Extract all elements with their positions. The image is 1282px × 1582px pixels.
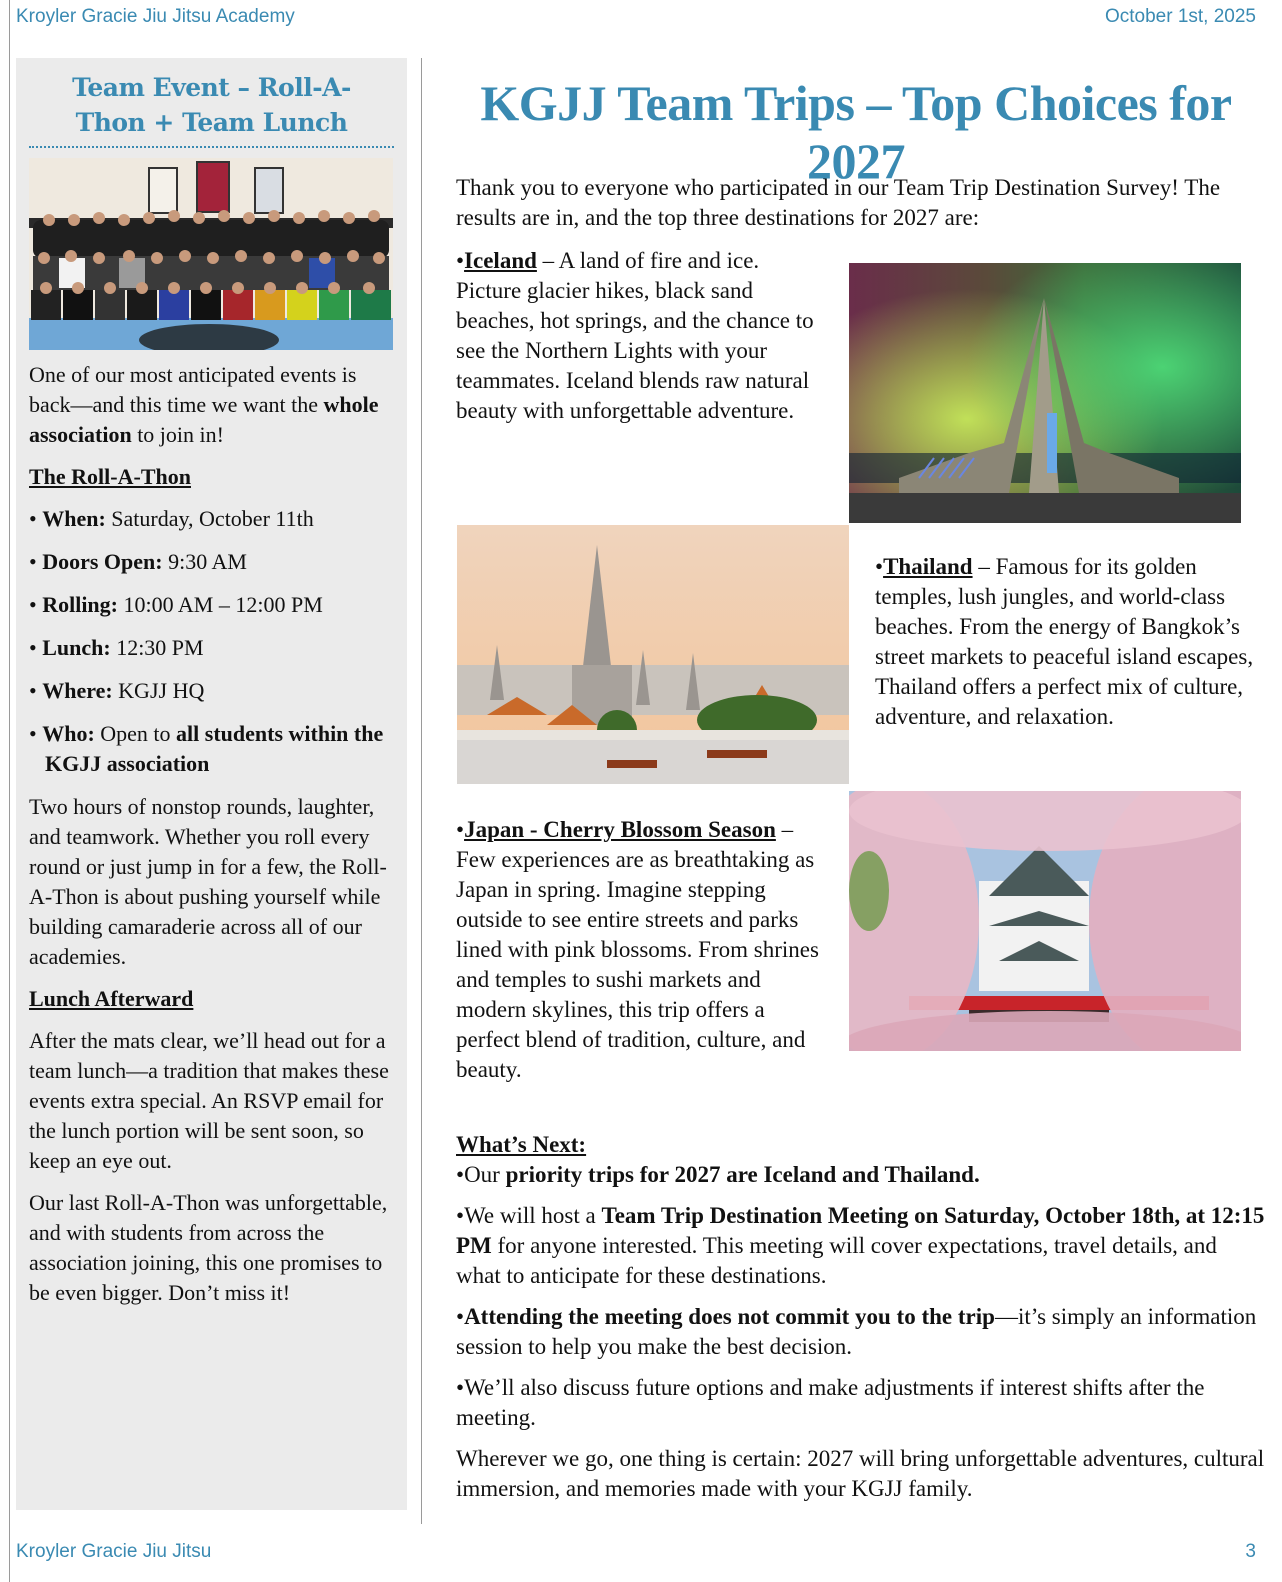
rollathon-heading: The Roll-A-Thon (29, 464, 191, 489)
group-photo (29, 158, 393, 350)
closing-paragraph: Wherever we go, one thing is certain: 2027 will bring unforgettable adventures, cultural immersion, and memories made with your KGJJ family. (456, 1446, 1265, 1501)
sidebar-title: Team Event – Roll-A-Thon + Team Lunch (72, 73, 351, 137)
sidebar-event-box (16, 58, 407, 1510)
rollathon-description: Two hours of nonstop rounds, laughter, and teamwork. Whether you roll every round or just jump in for a few, the Roll-A-Thon is about pushing yourself while building camaraderie across all of our academies. (29, 794, 387, 969)
header-organization: Kroyler Gracie Jiu Jitsu Academy (16, 6, 295, 27)
destination-iceland (456, 246, 826, 426)
intro-text-end: to join in! (131, 422, 224, 447)
bullet: • (456, 1203, 465, 1228)
bullet: • (456, 248, 465, 273)
survey-intro: Thank you to everyone who participated in our Team Trip Destination Survey! The results are in, and the top three destinations for 2027 are: (456, 175, 1221, 230)
detail-rolling: • Rolling: 10:00 AM – 12:00 PM (29, 592, 323, 617)
detail-value: 12:30 PM (110, 635, 204, 660)
detail-value: KGJJ HQ (112, 678, 205, 703)
detail-value: 10:00 AM – 12:00 PM (118, 592, 323, 617)
destination-description: – A land of fire and ice. Picture glacier hikes, black sand beaches, hot springs, and the chance to see the Northern Lights with your teammates. Iceland blends raw natural beauty with unforgettable adventure. (456, 248, 814, 423)
thailand-temple-illustration (457, 525, 849, 784)
lunch-description: After the mats clear, we’ll head out for a team lunch—a tradition that makes these events extra special. An RSVP email for the lunch portion will be sent soon, so keep an eye out. (29, 1028, 389, 1173)
detail-when: • When: Saturday, October 11th (29, 506, 314, 531)
detail-label: Lunch: (42, 635, 111, 660)
bullet: • (456, 1304, 465, 1329)
detail-lunch: • Lunch: 12:30 PM (29, 635, 204, 660)
detail-label: When: (42, 506, 106, 531)
detail-label: Where: (42, 678, 113, 703)
intro-bold: whole association (29, 392, 379, 447)
detail-where: • Where: KGJJ HQ (29, 678, 205, 703)
detail-label: Rolling: (42, 592, 118, 617)
bullet: • (456, 1162, 465, 1187)
destination-name: Japan - Cherry Blossom Season (464, 817, 776, 842)
group-photo-illustration (29, 158, 393, 350)
item-text-end: for anyone interested. This meeting will cover expectations, travel details, and what to anticipate for these destinations. (456, 1233, 1217, 1288)
event-details-list (29, 504, 394, 779)
destination-japan (456, 815, 831, 1085)
bullet: • (456, 817, 465, 842)
destination-thailand (875, 552, 1255, 732)
sidebar-intro (29, 360, 394, 450)
detail-who: • Who: Open to all students within the KGJJ association (29, 721, 384, 776)
dotted-divider (29, 146, 394, 148)
detail-label: Doors Open: (42, 549, 163, 574)
item-text: Our (464, 1162, 506, 1187)
destination-name: Thailand (883, 554, 973, 579)
item-text: We’ll also discuss future options and make adjustments if interest shifts after the meeting. (456, 1375, 1205, 1430)
next-item-meeting (456, 1201, 1266, 1291)
detail-doors-open: • Doors Open: 9:30 AM (29, 549, 247, 574)
japan-castle-cherry-blossom-illustration (849, 791, 1241, 1051)
destination-name: Iceland (464, 248, 537, 273)
intro-text: One of our most anticipated events is back—and this time we want the (29, 362, 357, 417)
thailand-image (457, 525, 849, 784)
next-item-future-options (456, 1373, 1266, 1433)
detail-value-bold: all students within the KGJJ association (45, 721, 384, 776)
japan-image (849, 791, 1241, 1051)
bullet: • (875, 554, 884, 579)
closing-description: Our last Roll-A-Thon was unforgettable, and with students from across the association joining, this one promises to be even bigger. Don’t miss it! (29, 1190, 388, 1305)
detail-label: Who: (42, 721, 95, 746)
page-title: KGJJ Team Trips – Top Choices for 2027 (480, 74, 1232, 189)
lunch-heading: Lunch Afterward (29, 986, 194, 1011)
detail-value: Saturday, October 11th (105, 506, 314, 531)
next-item-priority (456, 1160, 1266, 1190)
item-text: We will host a (464, 1203, 602, 1228)
next-item-no-commitment (456, 1302, 1266, 1362)
whats-next-heading: What’s Next: (456, 1132, 587, 1157)
column-divider (421, 58, 422, 1524)
item-bold: priority trips for 2027 are Iceland and Thailand. (505, 1162, 980, 1187)
detail-value: 9:30 AM (162, 549, 247, 574)
iceland-church-aurora-illustration (849, 263, 1241, 523)
detail-value: Open to (94, 721, 177, 746)
footer-organization: Kroyler Gracie Jiu Jitsu (16, 1541, 212, 1562)
iceland-image (849, 263, 1241, 523)
item-bold: Team Trip Destination Meeting on Saturday, October 18th, at 12:15 PM (456, 1203, 1265, 1258)
page-left-border (9, 0, 10, 1582)
item-text-end: —it’s simply an information session to help you make the best decision. (456, 1304, 1257, 1359)
header-date: October 1st, 2025 (1104, 6, 1256, 27)
bullet: • (456, 1375, 465, 1400)
whats-next-section (456, 1130, 1266, 1515)
page-number: 3 (1245, 1541, 1256, 1562)
destination-description: – Few experiences are as breathtaking as Japan in spring. Imagine stepping outside to see entire streets and parks lined with pink blossoms. From shrines and temples to sushi markets and modern skylines, this trip offers a perfect blend of tradition, culture, and beauty. (456, 817, 819, 1082)
destination-description: – Famous for its golden temples, lush jungles, and world-class beaches. From the energy of Bangkok’s street markets to peaceful island escapes, Thailand offers a perfect mix of culture, adventure, and relaxation. (875, 554, 1254, 729)
item-bold: Attending the meeting does not commit you to the trip (464, 1304, 995, 1329)
